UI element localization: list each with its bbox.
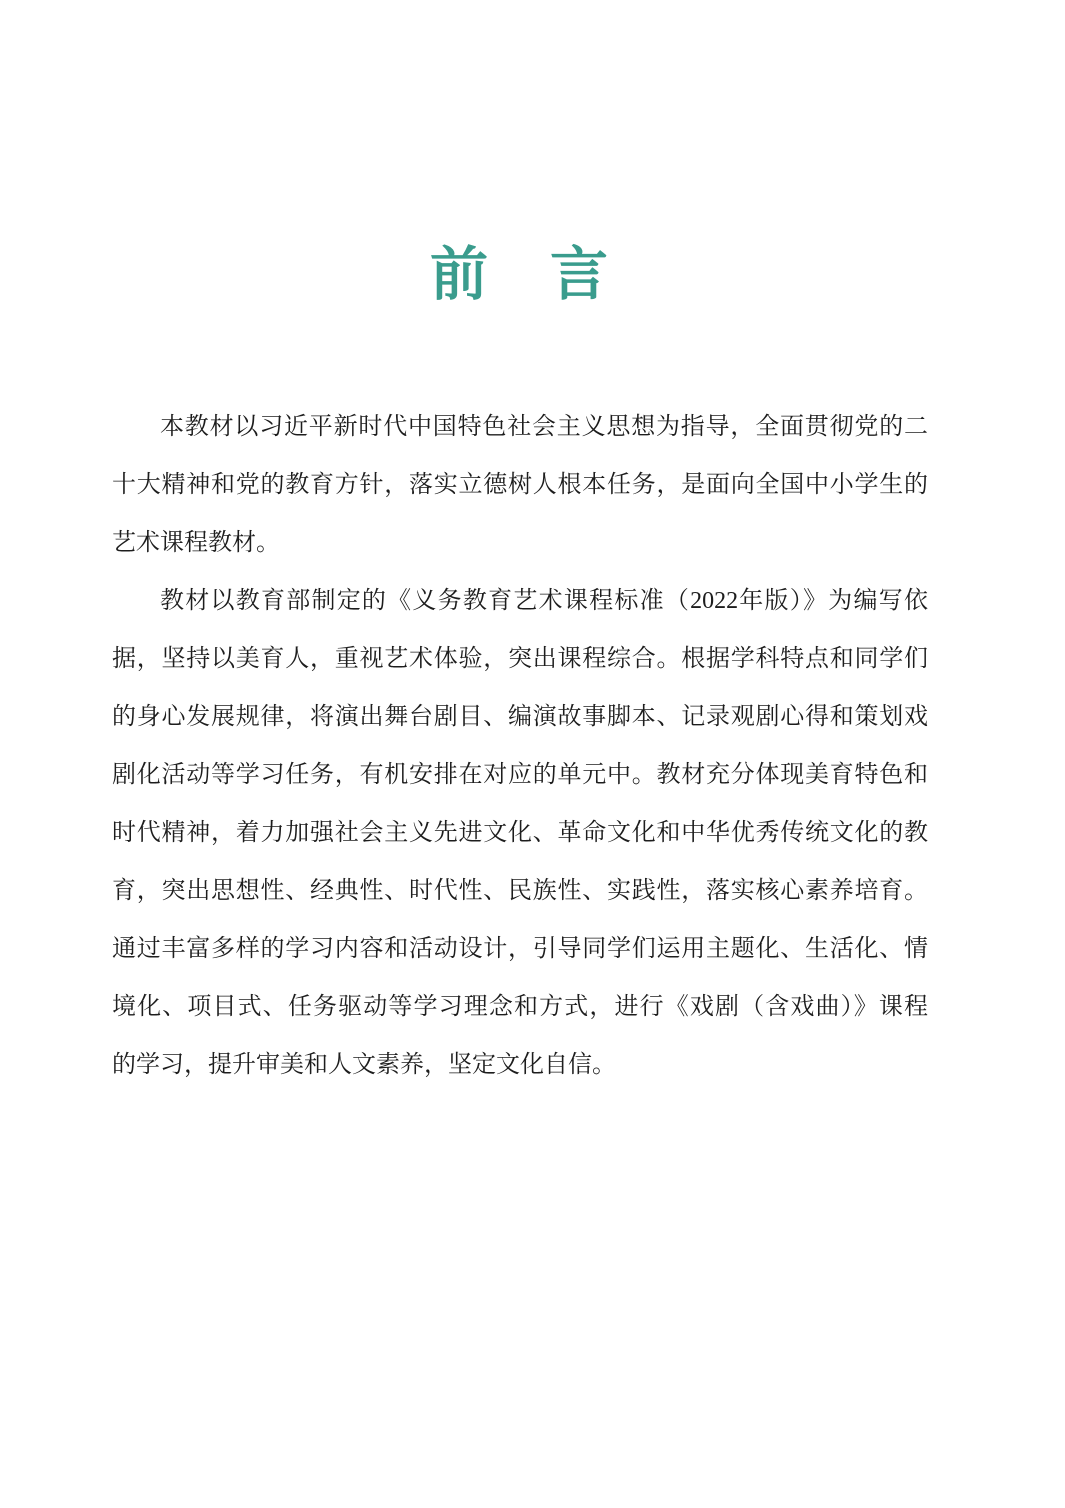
text-line: 本教材以习近平新时代中国特色社会主义思想为指导，全面贯彻党的二 [160, 414, 928, 440]
page-title: 前 言 [429, 242, 610, 307]
text-line: 艺术课程教材。 [112, 530, 280, 556]
text-line: 时代精神，着力加强社会主义先进文化、革命文化和中华优秀传统文化的教 [112, 820, 928, 846]
paragraph-1 [112, 398, 928, 572]
text-line: 的身心发展规律，将演出舞台剧目、编演故事脚本、记录观剧心得和策划戏 [112, 704, 928, 730]
text-line: 十大精神和党的教育方针，落实立德树人根本任务，是面向全国中小学生的 [112, 472, 928, 498]
text-line: 通过丰富多样的学习内容和活动设计，引导同学们运用主题化、生活化、情 [112, 936, 928, 962]
text-line: 的学习，提升审美和人文素养，坚定文化自信。 [112, 1052, 616, 1078]
text-line: 育，突出思想性、经典性、时代性、民族性、实践性，落实核心素养培育。 [112, 878, 928, 904]
text-line: 教材以教育部制定的《义务教育艺术课程标准（2022年版）》为编写依 [160, 588, 928, 614]
paragraph-2 [112, 572, 928, 1094]
text-line: 据，坚持以美育人，重视艺术体验，突出课程综合。根据学科特点和同学们 [112, 646, 928, 672]
body-text [112, 398, 928, 1094]
text-line: 境化、项目式、任务驱动等学习理念和方式，进行《戏剧（含戏曲）》课程 [112, 994, 928, 1020]
text-line: 剧化活动等学习任务，有机安排在对应的单元中。教材充分体现美育特色和 [112, 762, 928, 788]
